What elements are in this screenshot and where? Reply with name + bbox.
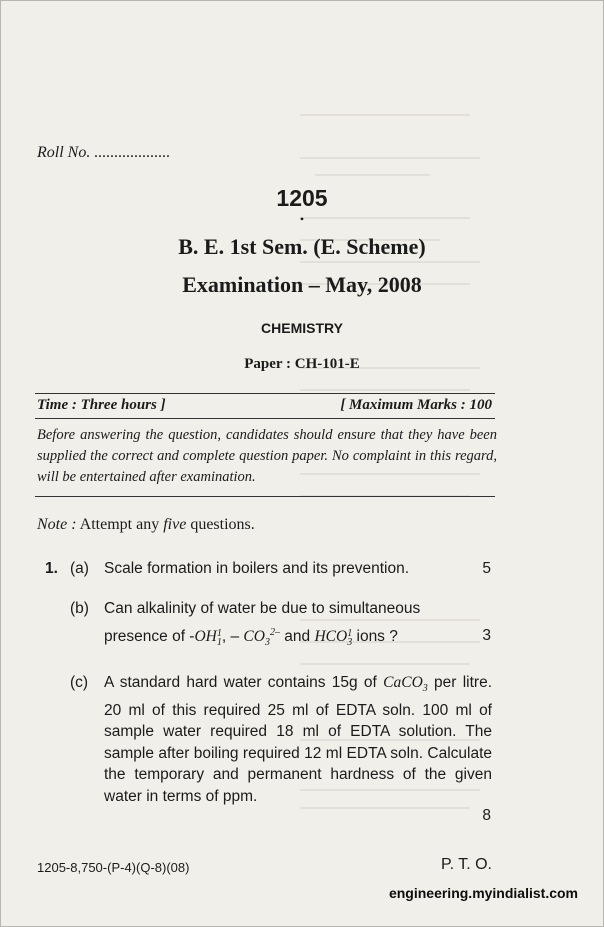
- rule-mid: [35, 418, 495, 419]
- part-a-marks: 5: [482, 560, 491, 577]
- part-b-text-line1: Can alkalinity of water be due to simultaneous: [104, 600, 421, 617]
- part-b-text-line2: [104, 622, 464, 654]
- note-text-pre: Attempt any: [79, 516, 160, 533]
- hydroxide-formula: OH 1 1: [194, 627, 222, 648]
- code-dot: •: [299, 212, 305, 226]
- exam-title-line2: Examination – May, 2008: [182, 272, 422, 297]
- part-c-marks: 8: [482, 807, 491, 824]
- part-b-label: (b): [70, 600, 89, 617]
- ions-tail: ions ?: [356, 628, 398, 646]
- subject-title: CHEMISTRY: [261, 320, 343, 336]
- paper-number: Paper : CH-101-E: [244, 356, 360, 372]
- and-word: and: [284, 628, 311, 646]
- part-a-text: Scale formation in boilers and its prevention.: [104, 560, 409, 577]
- footer-print-code: 1205-8,750-(P-4)(Q-8)(08): [37, 860, 190, 875]
- part-a-label: (a): [70, 560, 89, 577]
- calcium-carbonate-formula: CaCO$_3$: [383, 674, 428, 695]
- carbonate-formula: $CO_3^{2-}$: [243, 627, 280, 649]
- please-turn-over: P. T. O.: [441, 856, 492, 873]
- note-text-post: questions.: [190, 516, 255, 533]
- separator: , –: [221, 628, 240, 646]
- part-c-text-pre: A standard hard water contains 15g of: [104, 674, 377, 691]
- note-label: Note :: [37, 516, 77, 533]
- bicarbonate-formula: HCO 1 3: [314, 627, 353, 648]
- part-c-label: (c): [70, 674, 89, 691]
- question-number: 1.: [45, 560, 58, 577]
- website-watermark: engineering.myindialist.com: [388, 885, 578, 901]
- note-line: [37, 516, 255, 534]
- note-emphasis: five: [163, 516, 187, 533]
- rule-top: [35, 393, 495, 394]
- paper-code: 1205: [276, 185, 328, 211]
- part-c-text: [104, 672, 492, 807]
- time-allowed: Time : Three hours ]: [37, 397, 166, 413]
- maximum-marks: [ Maximum Marks : 100: [340, 397, 492, 413]
- part-c-text-post: per litre. 20 ml of this required 25 ml of EDTA soln. 100 ml of sample water required 18 ml of EDTA solution. The sample after boiling required 12 ml EDTA soln. Calculate the temporary and permanent hardness of the given water in terms of ppm.: [104, 674, 492, 805]
- part-b-marks: 3: [482, 627, 491, 644]
- roll-number-label: Roll No. ...................: [37, 144, 171, 161]
- rule-bottom: [35, 496, 495, 497]
- part-b-presence: presence of -: [104, 628, 195, 646]
- candidate-instructions: Before answering the question, candidates should ensure that they have been supplied the correct and complete question paper. No complaint in this regard, will be entertained after examination.: [37, 427, 497, 485]
- exam-title-line1: B. E. 1st Sem. (E. Scheme): [178, 234, 426, 259]
